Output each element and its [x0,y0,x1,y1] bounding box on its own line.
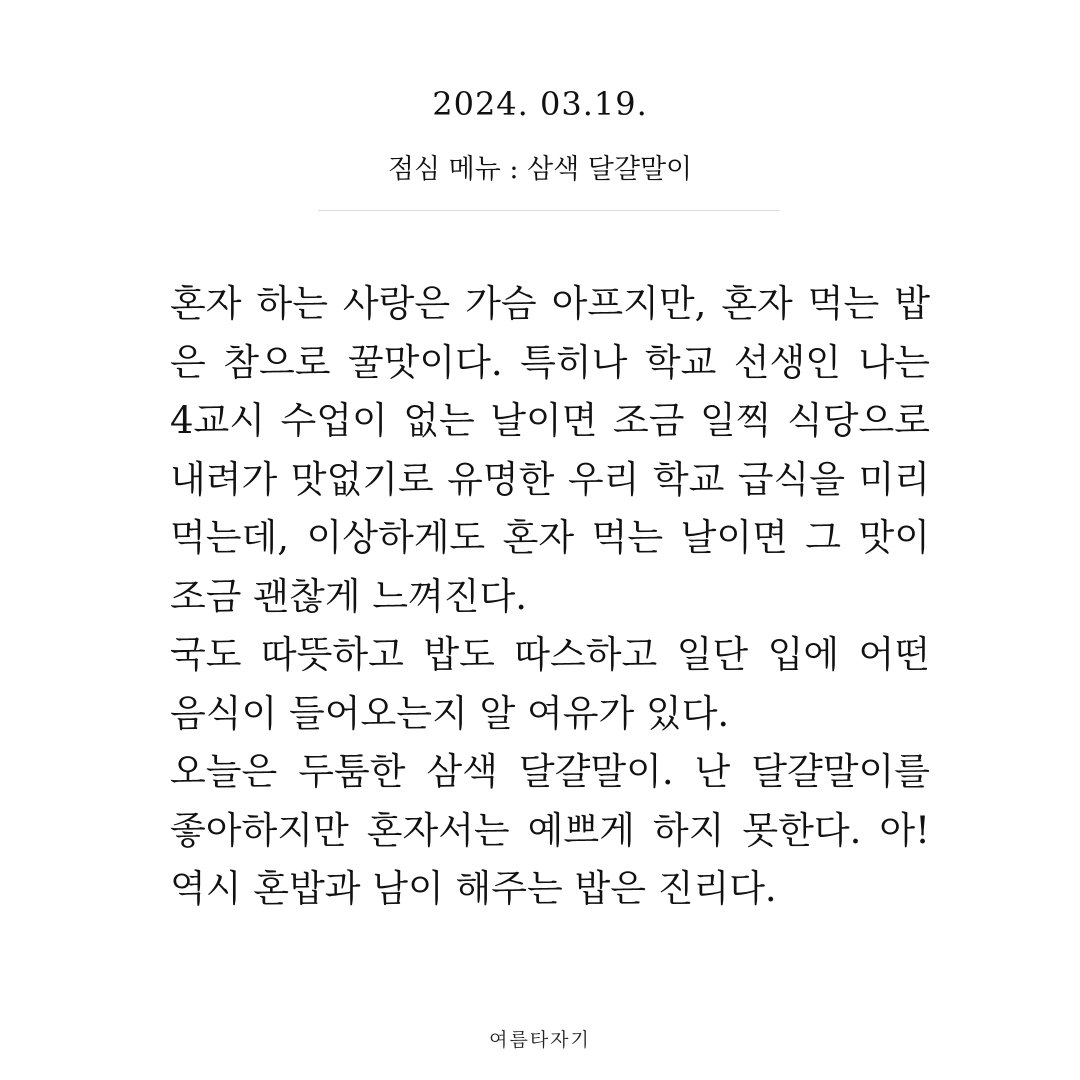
body-paragraph-2: 국도 따뜻하고 밥도 따스하고 일단 입에 어떤 음식이 들어오는지 알 여유가 있다. [170,633,930,735]
post-date: 2024. 03.19. [432,85,648,123]
body-paragraph-1: 혼자 하는 사랑은 가슴 아프지만, 혼자 먹는 밥은 참으로 꿀맛이다. 특히나 학교 선생인 나는 4교시 수업이 없는 날이면 조금 일찍 식당으로 내려가 맛없기로 유명한 우리 학교 급식을 미리 먹는데, 이상하게도 혼자 먹는 날이면 그 맛이 조금 괜찮게 느껴진다. [170,282,930,618]
author-signature: 여름타자기 [489,1029,591,1051]
lunch-menu-title: 점심 메뉴 : 삼색 달걀말이 [387,154,693,185]
body-paragraph-3: 오늘은 두툼한 삼색 달걀말이. 난 달걀말이를 좋아하지만 혼자서는 예쁘게 하지 못한다. 아! 역시 혼밥과 남이 해주는 밥은 진리다. [170,750,930,910]
diary-body [170,275,930,919]
header-divider [318,210,780,211]
